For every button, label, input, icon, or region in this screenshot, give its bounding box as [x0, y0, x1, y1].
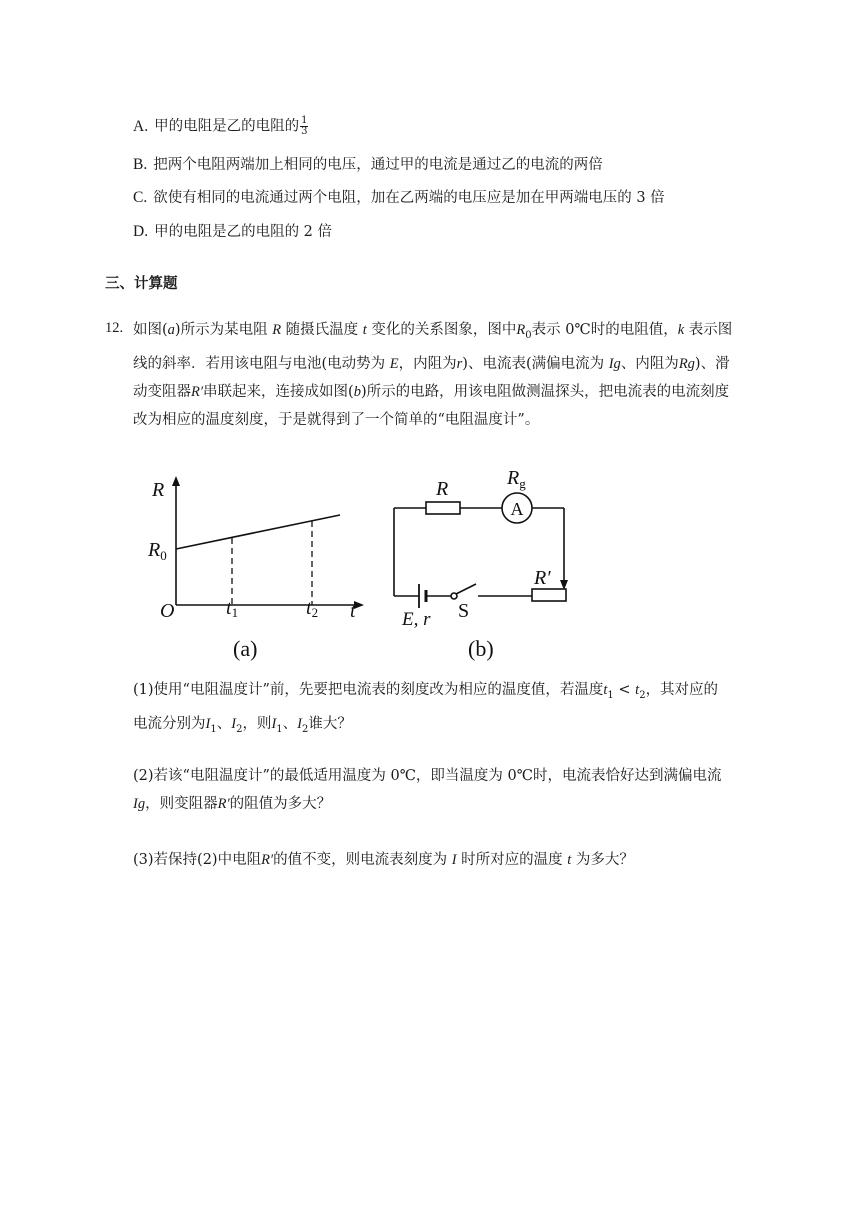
sq1-line-1: [133, 676, 718, 710]
sub: 2: [302, 723, 309, 735]
var-b: b: [353, 383, 361, 400]
stem-line-1: [133, 316, 732, 350]
rheostat-label: R′: [534, 567, 551, 589]
option-a-text: 甲的电阻是乙的电阻的: [154, 118, 300, 135]
option-b-letter: B.: [133, 156, 148, 173]
sub: 2: [639, 689, 646, 701]
y-axis-label: R: [152, 479, 165, 501]
text: 串联起来，连接成如图(: [203, 383, 354, 400]
option-c-text: 欲使有相同的电流通过两个电阻，加在乙两端的电压应是加在甲两端电压的 3 倍: [153, 190, 665, 206]
text: 谁大？: [308, 715, 352, 732]
question-stem: [133, 316, 732, 434]
x-axis-label: t: [350, 600, 356, 622]
text: 表示 0℃时的电阻值，: [531, 322, 678, 338]
figure-graph-and-circuit: [140, 460, 580, 670]
graph-a: [172, 476, 364, 609]
rg-label: [506, 467, 526, 491]
var-Ig: Ig: [608, 355, 621, 372]
sub: 1: [210, 723, 217, 735]
battery-label: E, r: [402, 609, 431, 630]
t1-main: t: [226, 597, 232, 619]
text: ，则: [242, 715, 272, 732]
section-title: 三、计算题: [105, 276, 178, 292]
t1-sub: 1: [231, 605, 239, 620]
var-R0: R: [516, 322, 526, 338]
text: 、内阻为: [620, 355, 679, 372]
subquestion-1: [133, 676, 718, 744]
sub: 0: [525, 329, 532, 341]
switch-blade: [456, 584, 476, 594]
option-a-letter: A.: [133, 117, 149, 135]
var-k: k: [677, 322, 685, 338]
rg-main: R: [507, 467, 520, 489]
ammeter-symbol: A: [510, 499, 524, 519]
text: ，其对应的: [645, 682, 719, 698]
text: ，内阻为: [398, 355, 457, 372]
stem-line-4: 改为相应的温度刻度，于是就得到了一个简单的“电阻温度计”。: [133, 411, 540, 428]
subquestion-3: [133, 846, 634, 874]
t2-main: t: [306, 597, 312, 619]
caption-b: (b): [468, 636, 494, 661]
sep: 、: [282, 715, 298, 732]
sep: 、: [216, 715, 232, 732]
text: )所示为某电阻: [174, 322, 273, 338]
var-t1: t: [603, 682, 608, 698]
var-I2: I: [297, 715, 302, 732]
text: (1)使用“电阻温度计”前，先要把电流表的刻度改为相应的温度值，若温度: [133, 682, 604, 698]
text: )、电流表(满偏电流为: [462, 355, 609, 372]
option-d-text: 甲的电阻是乙的电阻的 2 倍: [154, 224, 333, 240]
rg-sub: g: [519, 476, 526, 491]
origin-label: O: [160, 600, 175, 622]
text: 为多大？: [571, 852, 634, 868]
var-I: I: [451, 852, 457, 868]
stem-line-2: [133, 350, 732, 378]
text: 表示图: [684, 322, 733, 338]
sq1-line-2: [133, 710, 718, 744]
var-I1: I: [205, 715, 211, 732]
sub: 1: [607, 689, 614, 701]
less-than: <: [613, 682, 636, 698]
fraction-one-third: $\frac{1}{3}$: [301, 115, 308, 137]
rheostat-r-prime: [532, 589, 566, 601]
sub: 2: [236, 723, 243, 735]
text: )、滑: [694, 355, 730, 372]
text: 的阻值为多大？: [229, 796, 332, 812]
resistor-r: [426, 502, 460, 514]
text: 线的斜率．若用该电阻与电池(电动势为: [133, 355, 390, 372]
option-d-letter: D.: [133, 223, 149, 240]
var-I2: I: [231, 715, 237, 732]
text: 随摄氏温度: [281, 322, 363, 338]
var-I1: I: [271, 715, 277, 732]
circuit-b: [394, 493, 568, 608]
option-b-text: 把两个电阻两端加上相同的电压，通过甲的电流是通过乙的电流的两倍: [153, 157, 603, 173]
text: 电流分别为: [133, 715, 206, 732]
graph-a-labels: [147, 479, 356, 661]
sq2-line-1: (2)若该“电阻温度计”的最低适用温度为 0℃，即当温度为 0℃时，电流表恰好达到满偏电流: [133, 768, 722, 784]
option-b: [133, 155, 603, 175]
text: ，则变阻器: [145, 796, 218, 812]
text: (3)若保持(2)中电阻: [133, 852, 262, 868]
var-t: t: [362, 322, 367, 338]
circuit-b-labels: [401, 467, 551, 661]
var-Ig: Ig: [133, 796, 146, 812]
var-R-prime: R′: [191, 383, 204, 400]
option-c-letter: C.: [133, 189, 148, 206]
text: 变化的关系图象，图中: [366, 322, 517, 338]
var-R-prime: R′: [217, 796, 230, 812]
r-t-line: [176, 515, 340, 549]
subquestion-2: [133, 762, 721, 818]
text: 的值不变，则电流表刻度为: [273, 852, 452, 868]
question-number: 12.: [105, 320, 124, 336]
var-t2: t: [635, 682, 640, 698]
text: 时所对应的温度: [456, 852, 568, 868]
var-Rg: Rg: [678, 355, 695, 372]
switch-label: S: [458, 600, 470, 622]
var-R: R: [272, 322, 282, 338]
stem-line-3: [133, 378, 732, 406]
caption-a: (a): [233, 636, 258, 661]
sq3-line-1: [133, 846, 634, 874]
y-axis-arrow-icon: [172, 476, 180, 486]
var-a: a: [167, 322, 175, 338]
r0-main: R: [148, 539, 161, 561]
t2-label: [306, 597, 318, 620]
option-c: [133, 188, 665, 208]
text: 如图(: [133, 322, 168, 338]
text: 动变阻器: [133, 383, 191, 400]
text: )所示的电路，用该电阻做测温探头，把电流表的电流刻度: [360, 383, 730, 400]
t2-sub: 2: [311, 605, 319, 620]
var-E: E: [389, 355, 399, 372]
resistor-label: R: [436, 478, 449, 500]
r0-label: [147, 539, 167, 563]
var-R-prime: R′: [261, 852, 274, 868]
r0-sub: 0: [160, 548, 167, 563]
sq2-line-2: [133, 790, 721, 818]
var-r: r: [456, 355, 463, 372]
option-d: [133, 222, 332, 242]
var-t: t: [567, 852, 572, 868]
sub: 1: [276, 723, 283, 735]
option-a: [133, 116, 308, 137]
